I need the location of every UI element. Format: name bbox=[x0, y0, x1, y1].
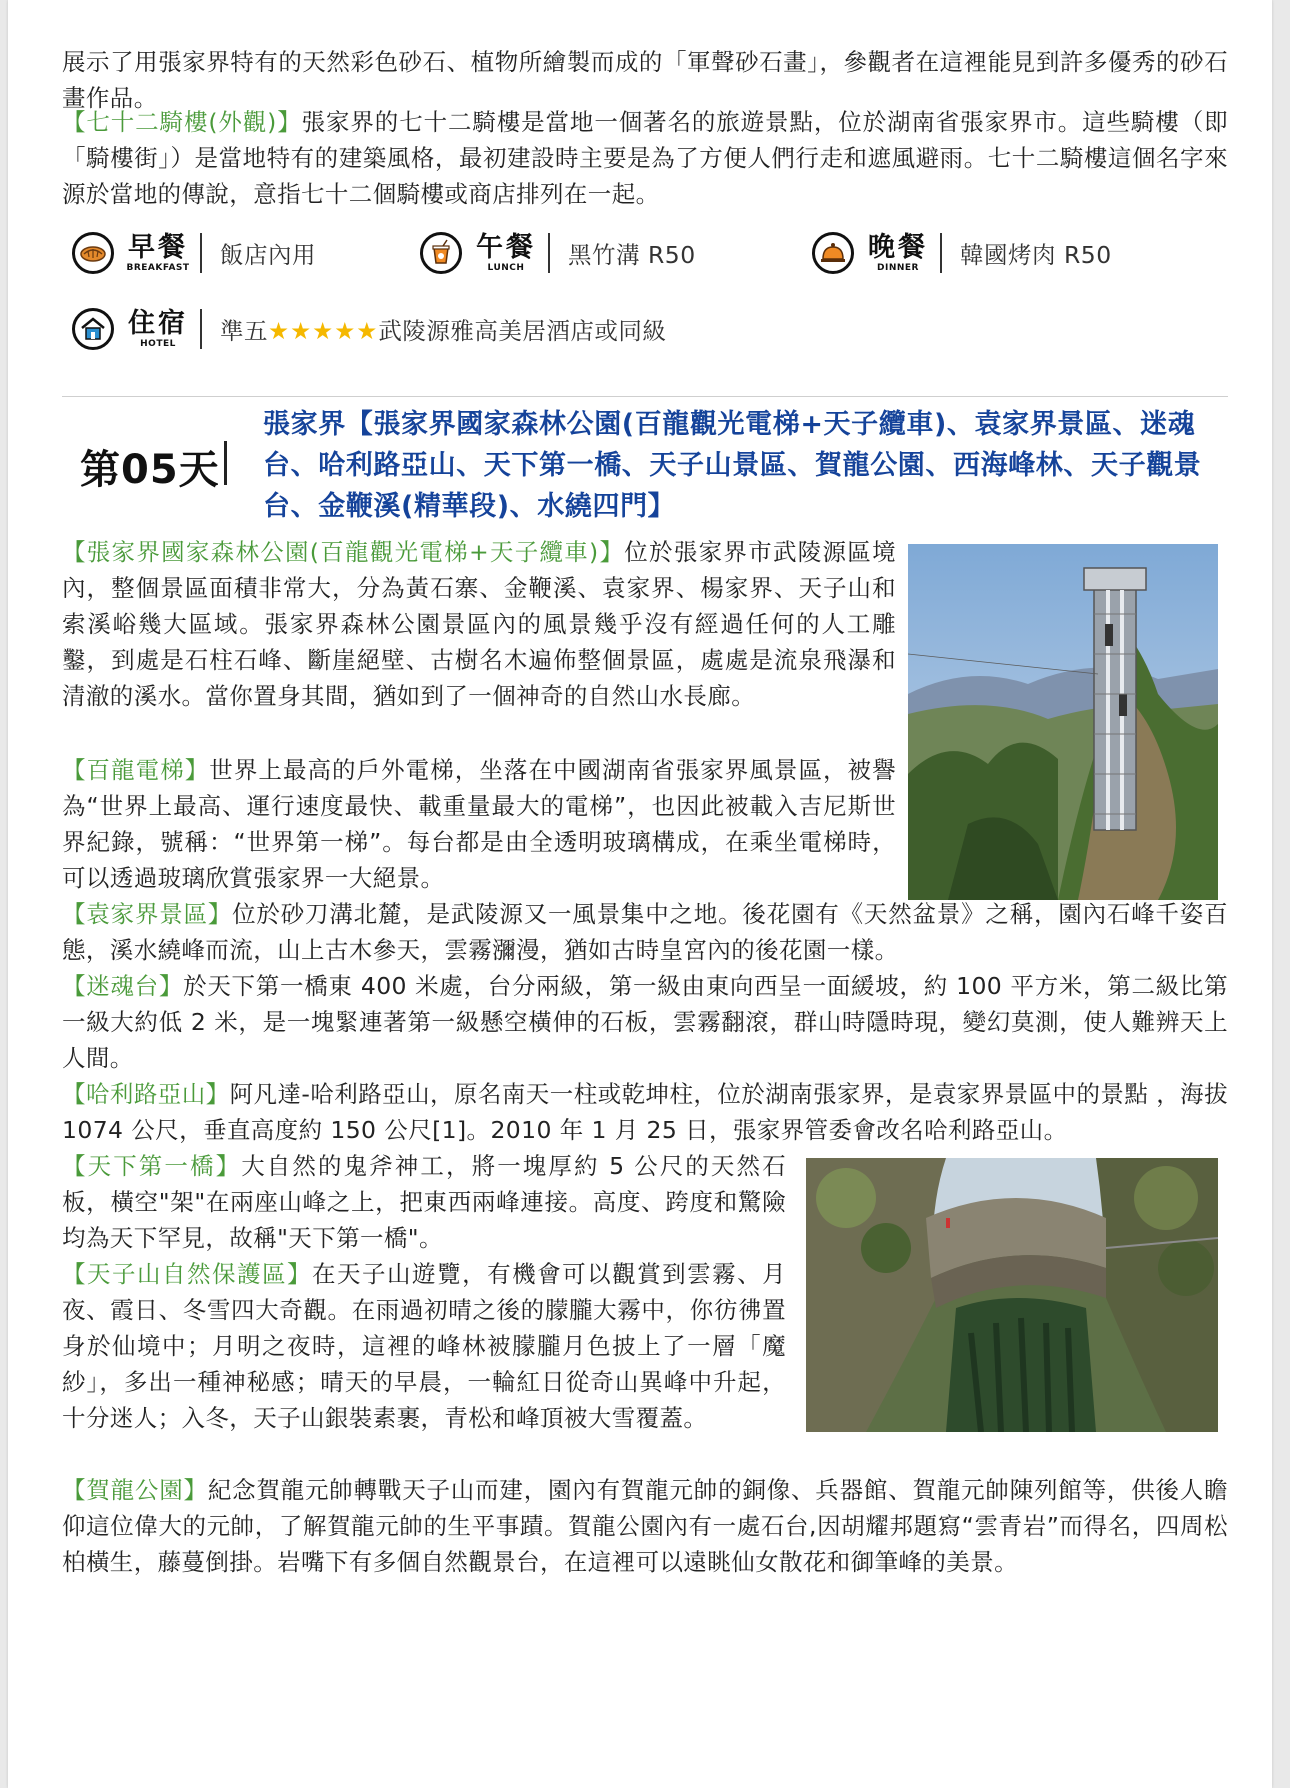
section-body: 張家界的七十二騎樓是當地一個著名的旅遊景點，位於湖南省張家界市。這些騎樓（即「騎樓街」）是當地特有的建築風格，最初建設時主要是為了方便人們行走和遮風避雨。七十二騎樓這個名字來源於當地的傳說，意指七十二個騎樓或商店排列在一起。 bbox=[62, 108, 1228, 208]
divider bbox=[548, 233, 550, 273]
section-bailong-elevator bbox=[62, 752, 896, 896]
section-title: 【哈利路亞山】 bbox=[62, 1080, 230, 1108]
section-forest-park bbox=[62, 534, 896, 714]
hotel-title: 住宿 bbox=[128, 308, 188, 339]
day-title: 張家界【張家界國家森林公園(百龍觀光電梯+天子纜車)、袁家界景區、迷魂台、哈利路亞山、天下第一橋、天子山景區、賀龍公園、西海峰林、天子觀景台、金鞭溪(精華段)、水繞四門】 bbox=[263, 409, 1202, 522]
day-label: 第05天 bbox=[80, 447, 220, 493]
section-helong-park bbox=[62, 1472, 1228, 1580]
hotel-grade: 準五 bbox=[220, 317, 268, 345]
hotel-icon bbox=[72, 308, 114, 350]
dinner-title: 晚餐 bbox=[868, 232, 928, 263]
lunch-icon bbox=[420, 232, 462, 274]
section-tianzishan bbox=[62, 1256, 786, 1436]
meal-hotel bbox=[72, 308, 666, 350]
breakfast-title: 早餐 bbox=[128, 232, 188, 263]
dinner-text: 韓國烤肉 R50 bbox=[960, 241, 1112, 269]
section-title: 【天下第一橋】 bbox=[62, 1152, 242, 1180]
dinner-en: DINNER bbox=[877, 263, 919, 273]
meal-breakfast bbox=[72, 232, 316, 274]
hotel-en: HOTEL bbox=[140, 339, 176, 349]
hotel-stars: ★★★★★ bbox=[268, 317, 379, 345]
tianxia-bridge-photo bbox=[806, 1158, 1218, 1432]
divider bbox=[200, 309, 202, 349]
section-hallelujah bbox=[62, 1076, 1228, 1148]
section-first-bridge bbox=[62, 1148, 786, 1256]
breakfast-icon bbox=[72, 232, 114, 274]
day-divider bbox=[224, 441, 227, 485]
section-title: 【天子山自然保護區】 bbox=[62, 1260, 313, 1288]
section-title: 【七十二騎樓(外觀)】 bbox=[62, 108, 302, 136]
section-title: 【迷魂台】 bbox=[62, 972, 184, 1000]
section-body: 位於砂刀溝北麓，是武陵源又一風景集中之地。後花園有《天然盆景》之稱，園內石峰千姿百態，溪水繞峰而流，山上古木參天，雲霧瀰漫，猶如古時皇宮內的後花園一樣。 bbox=[62, 900, 1228, 964]
section-body: 阿凡達-哈利路亞山，原名南天一柱或乾坤柱，位於湖南張家界，是袁家界景區中的景點 ，海拔 1074 公尺，垂直高度約 150 公尺[1]。2010 年 1 月 25 日，張家界管委會改名哈利路亞山。 bbox=[62, 1080, 1228, 1144]
meal-dinner bbox=[812, 232, 1112, 274]
section-body: 位於張家界市武陵源區境內，整個景區面積非常大，分為黃石寨、金鞭溪、袁家界、楊家界、天子山和索溪峪幾大區域。張家界森林公園景區內的風景幾乎沒有經過任何的人工雕鑿，到處是石柱石峰、斷崖絕壁、古樹名木遍佈整個景區，處處是流泉飛瀑和清澈的溪水。當你置身其間，猶如到了一個神奇的自然山水長廊。 bbox=[62, 538, 896, 710]
section-body: 在天子山遊覽，有機會可以觀賞到雲霧、月夜、霞日、冬雪四大奇觀。在雨過初晴之後的朦朧大霧中，你彷彿置身於仙境中；月明之夜時，這裡的峰林被朦朧月色披上了一層「魔紗」，多出一種神秘感；晴天的早晨，一輪紅日從奇山異峰中升起，十分迷人；入冬，天子山銀裝素裹，青松和峰頂被大雪覆蓋。 bbox=[62, 1260, 787, 1432]
intro-text: 展示了用張家界特有的天然彩色砂石、植物所繪製而成的「軍聲砂石畫」，參觀者在這裡能見到許多優秀的砂石畫作品。 bbox=[62, 48, 1228, 112]
breakfast-en: BREAKFAST bbox=[126, 263, 190, 273]
divider bbox=[940, 233, 942, 273]
lunch-en: LUNCH bbox=[487, 263, 525, 273]
divider-line bbox=[62, 396, 1228, 397]
section-yuanjiajie bbox=[62, 896, 1228, 968]
divider bbox=[200, 233, 202, 273]
hotel-name: 武陵源雅高美居酒店或同級 bbox=[378, 317, 667, 345]
section-title: 【百龍電梯】 bbox=[62, 756, 210, 784]
lunch-title: 午餐 bbox=[476, 232, 536, 263]
section-title: 【張家界國家森林公園(百龍觀光電梯+天子纜車)】 bbox=[62, 538, 625, 566]
section-title: 【袁家界景區】 bbox=[62, 900, 233, 928]
section-qilou bbox=[62, 104, 1228, 212]
section-body: 於天下第一橋東 400 米處，台分兩級，第一級由東向西呈一面緩坡，約 100 平方米，第二級比第一級大約低 2 米，是一塊緊連著第一級懸空橫伸的石板，雲霧翻滾，群山時隱時現，變幻莫測，使人難辨天上人間。 bbox=[62, 972, 1229, 1072]
dinner-icon bbox=[812, 232, 854, 274]
section-mihuntai bbox=[62, 968, 1228, 1076]
lunch-text: 黑竹溝 R50 bbox=[568, 241, 696, 269]
meal-lunch bbox=[420, 232, 696, 274]
section-body: 大自然的鬼斧神工，將一塊厚約 5 公尺的天然石板，橫空"架"在兩座山峰之上，把東西兩峰連接。高度、跨度和驚險均為天下罕見，故稱"天下第一橋"。 bbox=[62, 1152, 786, 1252]
section-title: 【賀龍公園】 bbox=[62, 1476, 208, 1504]
breakfast-text: 飯店內用 bbox=[220, 241, 316, 269]
bailong-elevator-photo bbox=[908, 544, 1218, 900]
section-body: 世界上最高的戶外電梯，坐落在中國湖南省張家界風景區，被譽為“世界上最高、運行速度最快、載重量最大的電梯”，也因此被載入吉尼斯世界紀錄，號稱：“世界第一梯”。每台都是由全透明玻璃構成，在乘坐電梯時，可以透過玻璃欣賞張家界一大絕景。 bbox=[62, 756, 896, 892]
hotel-text bbox=[220, 312, 666, 346]
section-body: 紀念賀龍元帥轉戰天子山而建，園內有賀龍元帥的銅像、兵器館、賀龍元帥陳列館等，供後人瞻仰這位偉大的元帥，了解賀龍元帥的生平事蹟。賀龍公園內有一處石台,因胡耀邦題寫“雲青岩”而得名，四周松柏橫生，藤蔓倒掛。岩嘴下有多個自然觀景台，在這裡可以遠眺仙女散花和御筆峰的美景。 bbox=[62, 1476, 1228, 1576]
